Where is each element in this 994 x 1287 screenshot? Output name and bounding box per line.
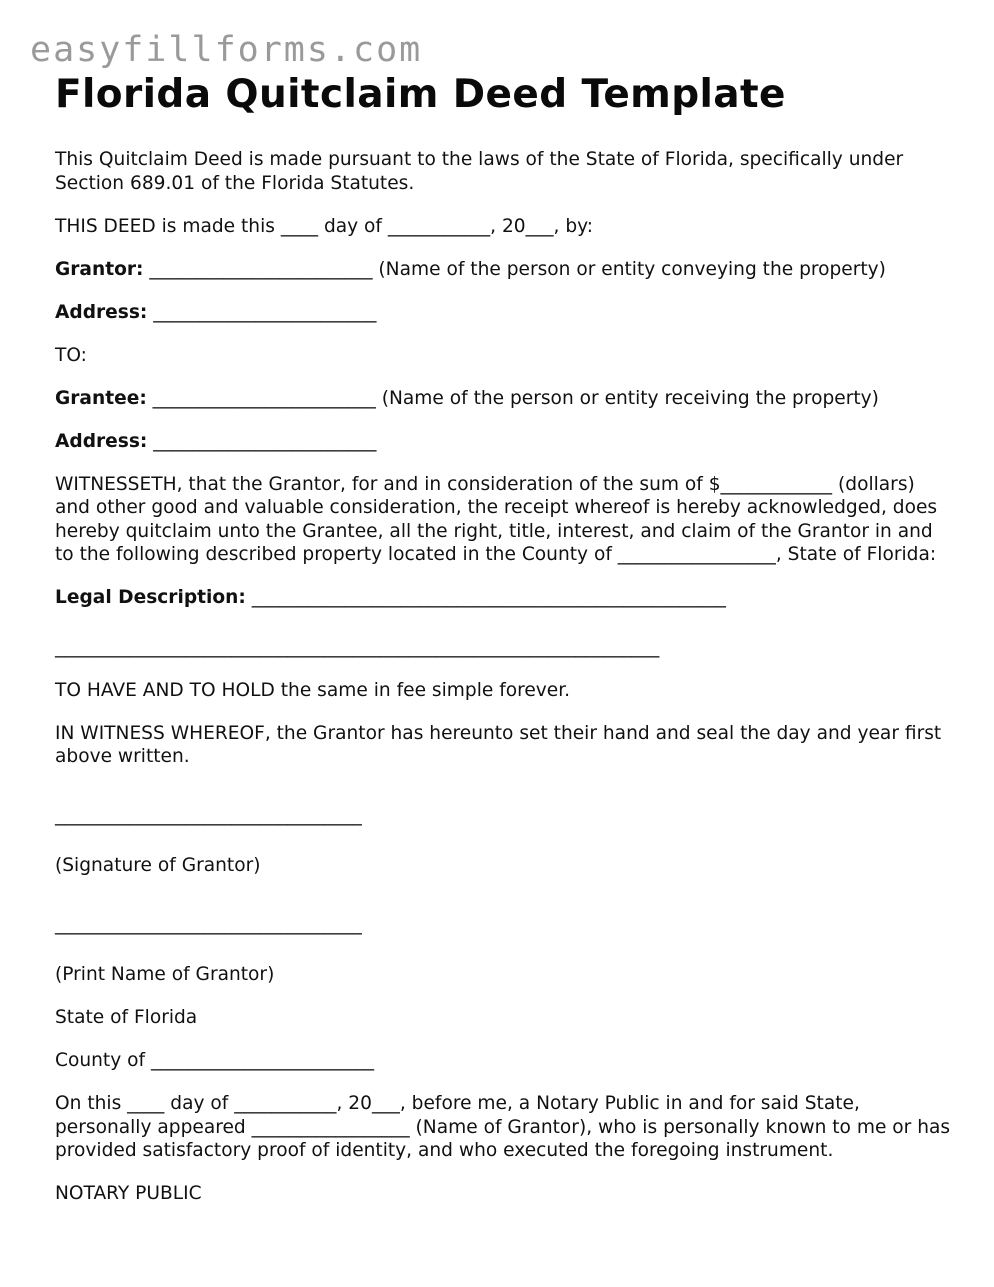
grantee-address-blank: ________________________ xyxy=(147,430,377,452)
grantor-address-blank: ________________________ xyxy=(147,301,377,323)
habendum-clause: TO HAVE AND TO HOLD the same in fee simple forever. xyxy=(55,679,571,701)
legal-description-label: Legal Description: xyxy=(55,587,246,608)
to-line: TO: xyxy=(55,344,87,366)
witness-whereof-paragraph: IN WITNESS WHEREOF, the Grantor has hereunto set their hand and seal the day and year first above written. xyxy=(55,722,942,767)
notary-state: State of Florida xyxy=(55,1007,198,1028)
legal-description-blank: ___________________________________________________ xyxy=(245,587,726,608)
page-title: Florida Quitclaim Deed Template xyxy=(55,72,786,117)
legal-description-field xyxy=(55,586,955,610)
intro-paragraph: This Quitclaim Deed is made pursuant to the laws of the State of Florida, specifically under Section 689.01 of the Florida Statutes. xyxy=(55,149,904,194)
grantee-address-label: Address: xyxy=(55,430,148,452)
document-body xyxy=(55,72,955,1225)
notary-county: County of ________________________ xyxy=(55,1050,375,1071)
grantor-print-name-line: _________________________________ xyxy=(55,913,362,935)
grantee-label: Grantee: xyxy=(55,387,147,409)
grantor-label: Grantor: xyxy=(55,258,144,280)
signature-caption: (Signature of Grantor) xyxy=(55,855,261,876)
grantee-blank: ________________________ (Name of the person or entity receiving the property) xyxy=(146,387,879,409)
grantor-blank: ________________________ (Name of the person or entity conveying the property) xyxy=(143,258,886,280)
grantee-field xyxy=(55,387,955,411)
grantor-field xyxy=(55,258,955,282)
notary-acknowledgment: On this ____ day of ___________, 20___, before me, a Notary Public in and for said State, personally appeared _________________ (Name of Grantor), who is personally known to me or has provided satisfactory proof of identity, and who executed the foregoing instrument. xyxy=(55,1093,951,1161)
grantor-address-label: Address: xyxy=(55,301,148,323)
print-name-caption: (Print Name of Grantor) xyxy=(55,964,275,985)
grantee-address-field xyxy=(55,430,955,454)
legal-description-line-2: _________________________________________________________________ xyxy=(55,636,660,658)
notary-public-label: NOTARY PUBLIC xyxy=(55,1183,202,1204)
grantor-signature-line: _________________________________ xyxy=(55,804,362,826)
watermark: easyfillforms.com xyxy=(30,30,423,70)
witnesseth-paragraph: WITNESSETH, that the Grantor, for and in consideration of the sum of $____________ (dollars) and other good and valuable consideration, the receipt whereof is hereby acknowledged, does hereby quitclaim unto the Grantee, all the right, title, interest, and claim of the Grantor in and to the following described property located in the County of _________________, State of Florida: xyxy=(55,473,938,565)
grantor-address-field xyxy=(55,301,955,325)
deed-date-line: THIS DEED is made this ____ day of ___________, 20___, by: xyxy=(55,215,594,237)
